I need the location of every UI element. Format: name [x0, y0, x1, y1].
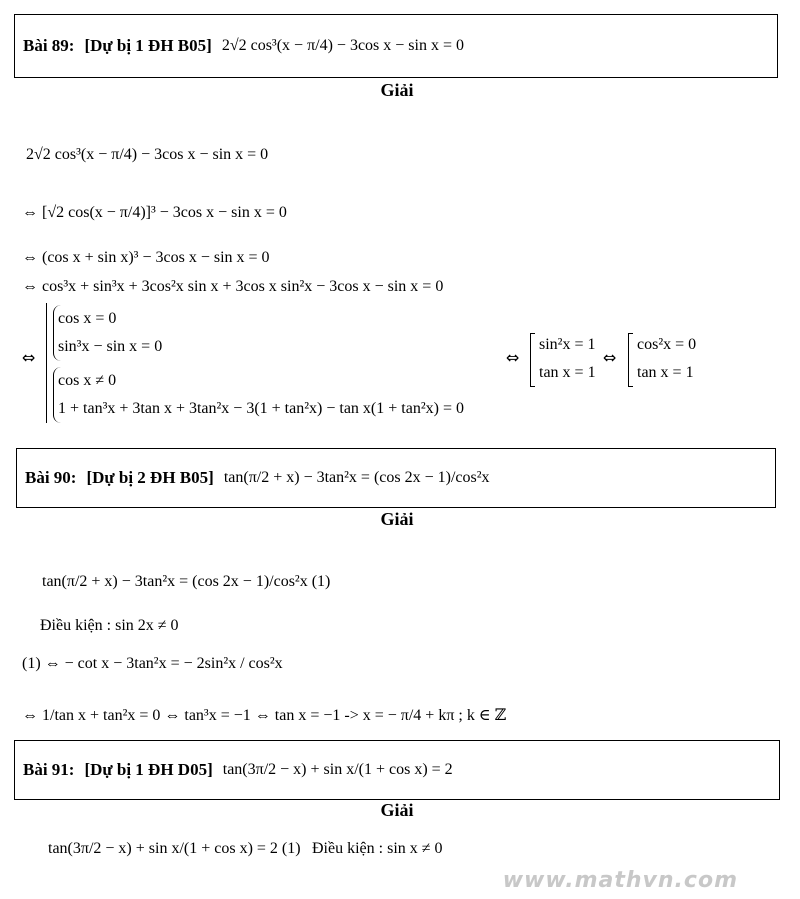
- problem-89-step-1: 2√2 cos³(x − π/4) − 3cos x − sin x = 0: [26, 146, 269, 163]
- system-b-row-1: cos x ≠ 0: [58, 372, 117, 389]
- system-a-row-1: cos x = 0: [58, 310, 117, 327]
- problem-89-result-sep: ⇔: [603, 348, 617, 367]
- problem-90-source: [Dự bị 2 ĐH B05]: [86, 468, 214, 487]
- problem-91-solution-heading: Giải: [380, 800, 414, 820]
- problem-90-step-2: Điều kiện : sin 2x ≠ 0: [40, 617, 179, 634]
- problem-90-label: Bài 90:: [25, 468, 77, 487]
- problem-89-label: Bài 89:: [23, 36, 75, 55]
- problem-90-solution-heading: Giải: [380, 509, 414, 529]
- problem-89-box: [14, 14, 778, 78]
- problem-91-statement: tan(3π/2 − x) + sin x/(1 + cos x) = 2: [222, 761, 453, 778]
- problem-91-source: [Dự bị 1 ĐH D05]: [84, 760, 213, 779]
- problem-89-system: [46, 303, 464, 423]
- problem-89-source: [Dự bị 1 ĐH B05]: [84, 36, 212, 55]
- result-2-row-2: tan x = 1: [637, 364, 694, 381]
- problem-89-step-4: ⇔ cos³x + sin³x + 3cos²x sin x + 3cos x sin²x − 3cos x − sin x = 0: [22, 278, 444, 295]
- system-a-row-2: sin³x − sin x = 0: [58, 338, 163, 355]
- problem-90-step-3: (1) ⇔ − cot x − 3tan²x = − 2sin²x / cos²x: [22, 655, 283, 672]
- result-1-row-2: tan x = 1: [539, 364, 596, 381]
- problem-91-step-1: tan(3π/2 − x) + sin x/(1 + cos x) = 2 (1): [48, 840, 301, 857]
- problem-89-step-2: ⇔ [√2 cos(x − π/4)]³ − 3cos x − sin x = 0: [22, 204, 287, 221]
- problem-91-box: [14, 740, 780, 800]
- result-2-bracket: [628, 333, 633, 387]
- problem-91-step-2: Điều kiện : sin x ≠ 0: [312, 840, 443, 857]
- result-1-row-1: sin²x = 1: [539, 336, 596, 353]
- problem-89-solution-heading: Giải: [380, 80, 414, 100]
- problem-90-box: [16, 448, 776, 508]
- problem-90-step-4: ⇔ 1/tan x + tan²x = 0 ⇔ tan³x = −1 ⇔ tan x = −1 -> x = − π/4 + kπ ; k ∈ ℤ: [22, 707, 507, 724]
- problem-91-label: Bài 91:: [23, 760, 75, 779]
- problem-89-step-3: ⇔ (cos x + sin x)³ − 3cos x − sin x = 0: [22, 249, 270, 266]
- result-1-bracket: [530, 333, 535, 387]
- system-b-row-2: 1 + tan³x + 3tan x + 3tan²x − 3(1 + tan²x) − tan x(1 + tan²x) = 0: [58, 400, 464, 417]
- problem-89-result-prefix: ⇔: [506, 348, 520, 367]
- watermark: www.mathvn.com: [502, 868, 738, 893]
- result-2-row-1: cos²x = 0: [637, 336, 697, 353]
- problem-89-statement: 2√2 cos³(x − π/4) − 3cos x − sin x = 0: [221, 37, 464, 54]
- problem-90-step-1: tan(π/2 + x) − 3tan²x = (cos 2x − 1)/cos²x (1): [42, 573, 331, 590]
- problem-89-system-a: [53, 305, 464, 361]
- problem-89-system-b: [53, 367, 464, 423]
- problem-89-system-prefix: ⇔: [22, 348, 36, 367]
- problem-90-statement: tan(π/2 + x) − 3tan²x = (cos 2x − 1)/cos²x: [223, 469, 490, 486]
